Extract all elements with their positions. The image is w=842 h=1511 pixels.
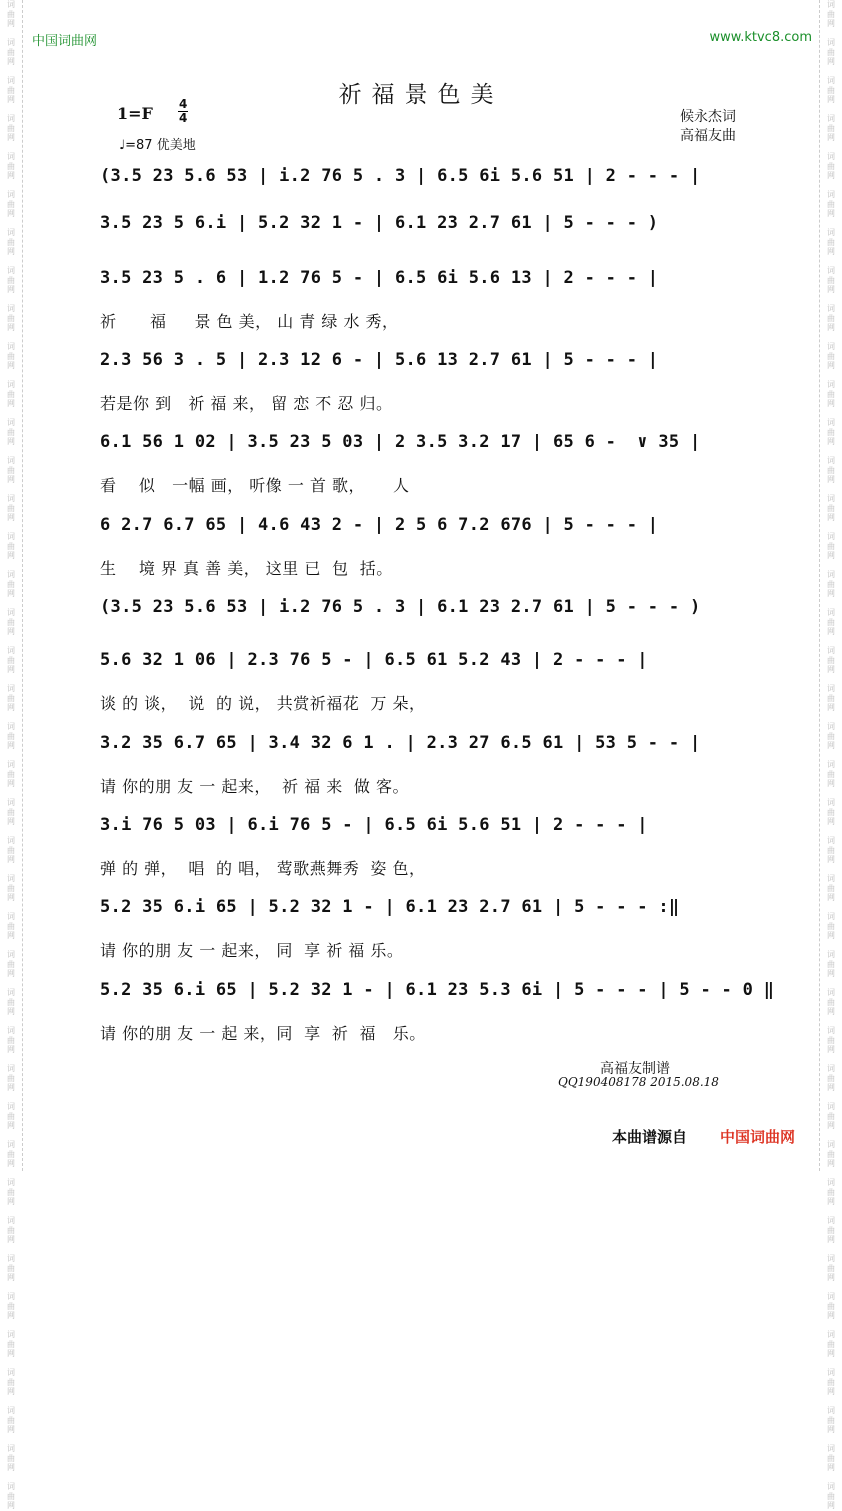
- right-watermark-strip: 词 曲 网 词 曲 网 词 曲 网 词 曲 网 词 曲 网 词 曲 网 词 曲 网 词 曲 网 词 曲 网 词 曲 网 词 曲 网 词 曲 网 词 曲 网 词 曲 网 词 曲 网 词 曲 网 词 曲 网 词 曲 网 词 曲 网 词 曲 网 词 曲 网 词 曲 网 词 曲 网 词 曲 网 词 曲 网 词 曲 网 词 曲 网 词 曲 网 词 曲 网 词 曲 网 词 曲 网 词 曲 网 词 曲 网 词 曲 网 词 曲 网 词 曲 网 词 曲 网 词 曲 网 词 曲 网 词 曲 网: [819, 0, 842, 1171]
- lyric-line: 生 境 界 真 善 美， 这里 已 包 括。: [100, 559, 393, 578]
- lyric-line: 请 你的朋 友 一 起来， 祈 福 来 做 客。: [100, 777, 409, 796]
- time-sig-bottom: 4: [179, 111, 188, 125]
- tempo-marking: ♩=87 优美地: [119, 138, 196, 153]
- notation-line: 5.6 32 1 06 | 2.3 76 5 - | 6.5 61 5.2 43 | 2 - - - |: [100, 650, 648, 670]
- site-name-left[interactable]: 中国词曲网: [32, 34, 98, 49]
- notation-line: 3.5 23 5 6.i | 5.2 32 1 - | 6.1 23 2.7 61 | 5 - - - ): [100, 213, 659, 233]
- qq-date: QQ190408178 2015.08.18: [558, 1075, 719, 1089]
- notation-line: 5.2 35 6.i 65 | 5.2 32 1 - | 6.1 23 2.7 61 | 5 - - - :‖: [100, 897, 680, 917]
- lyricist: 候永杰词: [680, 109, 736, 125]
- notation-line: (3.5 23 5.6 53 | i.2 76 5 . 3 | 6.5 6i 5.6 51 | 2 - - - |: [100, 166, 701, 186]
- score-maker: 高福友制谱: [600, 1061, 670, 1077]
- lyric-line: 若是你 到 祈 福 来， 留 恋 不 忍 归。: [100, 394, 393, 413]
- notation-line: (3.5 23 5.6 53 | i.2 76 5 . 3 | 6.1 23 2.7 61 | 5 - - - ): [100, 597, 701, 617]
- credits: [680, 108, 736, 146]
- source-site-link[interactable]: 中国词曲网: [720, 1128, 796, 1146]
- lyric-line: 弹 的 弹， 唱 的 唱， 莺歌燕舞秀 姿 色，: [100, 859, 426, 878]
- key-signature: 1=F: [117, 104, 153, 123]
- notation-line: 6.1 56 1 02 | 3.5 23 5 03 | 2 3.5 3.2 17 | 65 6 - ∨ 35 |: [100, 432, 701, 452]
- lyric-line: 祈 福 景 色 美， 山 青 绿 水 秀，: [100, 312, 399, 331]
- notation-line: 5.2 35 6.i 65 | 5.2 32 1 - | 6.1 23 5.3 6i | 5 - - - | 5 - - 0 ‖: [100, 980, 775, 1000]
- notation-line: 6 2.7 6.7 65 | 4.6 43 2 - | 2 5 6 7.2 676 | 5 - - - |: [100, 515, 659, 535]
- notation-line: 3.i 76 5 03 | 6.i 76 5 - | 6.5 6i 5.6 51 | 2 - - - |: [100, 815, 648, 835]
- lyric-line: 请 你的朋 友 一 起来， 同 享 祈 福 乐。: [100, 941, 404, 960]
- lyric-line: 谈 的 谈， 说 的 说， 共赏祈福花 万 朵，: [100, 694, 426, 713]
- time-sig-top: 4: [179, 97, 188, 111]
- time-signature: [178, 98, 188, 125]
- site-url-right[interactable]: www.ktvc8.com: [709, 30, 812, 45]
- left-watermark-strip: 词 曲 网 词 曲 网 词 曲 网 词 曲 网 词 曲 网 词 曲 网 词 曲 网 词 曲 网 词 曲 网 词 曲 网 词 曲 网 词 曲 网 词 曲 网 词 曲 网 词 曲 网 词 曲 网 词 曲 网 词 曲 网 词 曲 网 词 曲 网 词 曲 网 词 曲 网 词 曲 网 词 曲 网 词 曲 网 词 曲 网 词 曲 网 词 曲 网 词 曲 网 词 曲 网 词 曲 网 词 曲 网 词 曲 网 词 曲 网 词 曲 网 词 曲 网 词 曲 网 词 曲 网 词 曲 网 词 曲 网: [0, 0, 23, 1171]
- song-title: 祈福景色美: [338, 82, 504, 108]
- notation-line: 3.5 23 5 . 6 | 1.2 76 5 - | 6.5 6i 5.6 13 | 2 - - - |: [100, 268, 659, 288]
- notation-line: 3.2 35 6.7 65 | 3.4 32 6 1 . | 2.3 27 6.5 61 | 53 5 - - |: [100, 733, 701, 753]
- composer: 高福友曲: [680, 128, 736, 144]
- lyric-line: 请 你的朋 友 一 起 来，同 享 祈 福 乐。: [100, 1024, 426, 1043]
- notation-line: 2.3 56 3 . 5 | 2.3 12 6 - | 5.6 13 2.7 61 | 5 - - - |: [100, 350, 659, 370]
- source-label: 本曲谱源自: [612, 1128, 688, 1146]
- lyric-line: 看 似 一幅 画， 听像 一 首 歌， 人: [100, 476, 410, 495]
